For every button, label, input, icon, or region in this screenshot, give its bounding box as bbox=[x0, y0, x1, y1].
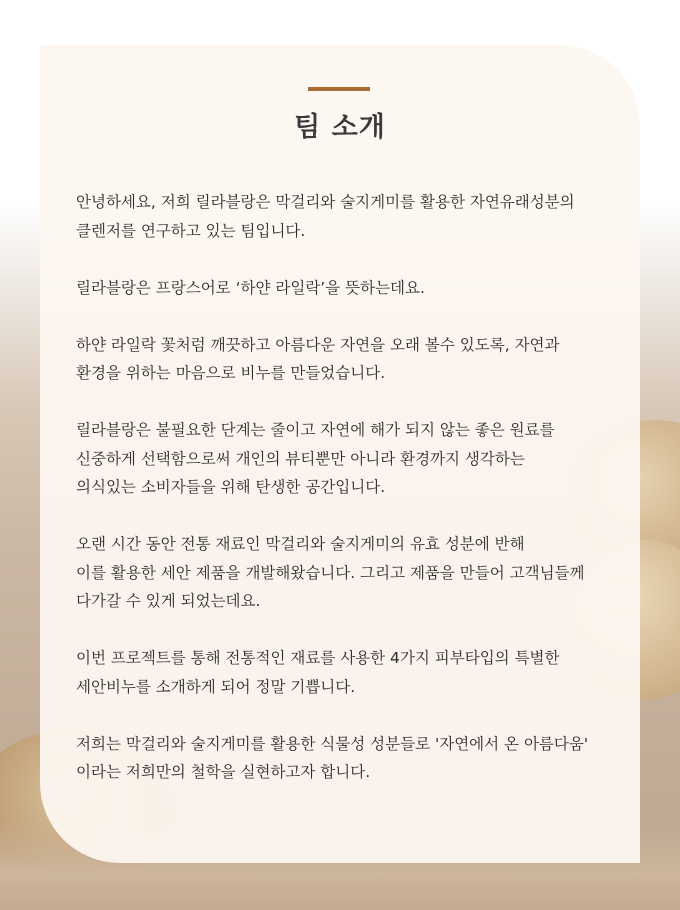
intro-body bbox=[76, 188, 616, 815]
paragraph bbox=[76, 730, 616, 787]
text-line: 하얀 라일락 꽃처럼 깨끗하고 아름다운 자연을 오래 볼수 있도록, 자연과 bbox=[76, 335, 560, 354]
paragraph bbox=[76, 644, 616, 701]
text-line: 환경을 위하는 마음으로 비누를 만들었습니다. bbox=[76, 364, 386, 382]
title-accent-bar bbox=[308, 87, 370, 91]
text-line: 신중하게 선택함으로써 개인의 뷰티뿐만 아니라 환경까지 생각하는 bbox=[76, 449, 525, 468]
paragraph bbox=[76, 188, 616, 245]
paragraph bbox=[76, 416, 616, 502]
section-title: 팀 소개 bbox=[294, 112, 386, 143]
text-line: 이를 활용한 세안 제품을 개발해왔습니다. 그리고 제품을 만들어 고객님들께 bbox=[76, 563, 585, 582]
paragraph bbox=[76, 530, 616, 616]
text-line: 다가갈 수 있게 되었는데요. bbox=[76, 592, 261, 610]
text-line: 릴라블랑은 불필요한 단계는 줄이고 자연에 해가 되지 않는 좋은 원료를 bbox=[76, 421, 555, 439]
text-line: 이번 프로젝트를 통해 전통적인 재료를 사용한 4가지 피부타입의 특별한 bbox=[76, 649, 560, 667]
paragraph bbox=[76, 331, 616, 388]
text-line: 클렌저를 연구하고 있는 팀입니다. bbox=[76, 221, 306, 240]
text-line: 의식있는 소비자들을 위해 탄생한 공간입니다. bbox=[76, 478, 386, 496]
text-line: 세안비누를 소개하게 되어 정말 기쁩니다. bbox=[76, 677, 356, 696]
text-line: 오랜 시간 동안 전통 재료인 막걸리와 술지게미의 유효 성분에 반해 bbox=[76, 535, 525, 553]
paragraph bbox=[76, 274, 616, 303]
text-line: 저희는 막걸리와 술지게미를 활용한 식물성 성분들로 '자연에서 온 아름다움' bbox=[76, 734, 589, 753]
text-line: 이라는 저희만의 철학을 실현하고자 합니다. bbox=[76, 763, 371, 781]
team-intro-card bbox=[40, 45, 640, 863]
text-line: 릴라블랑은 프랑스어로 ‘하얀 라일락’을 뜻하는데요. bbox=[76, 278, 425, 297]
text-line: 안녕하세요, 저희 릴라블랑은 막걸리와 술지게미를 활용한 자연유래성분의 bbox=[76, 193, 575, 211]
